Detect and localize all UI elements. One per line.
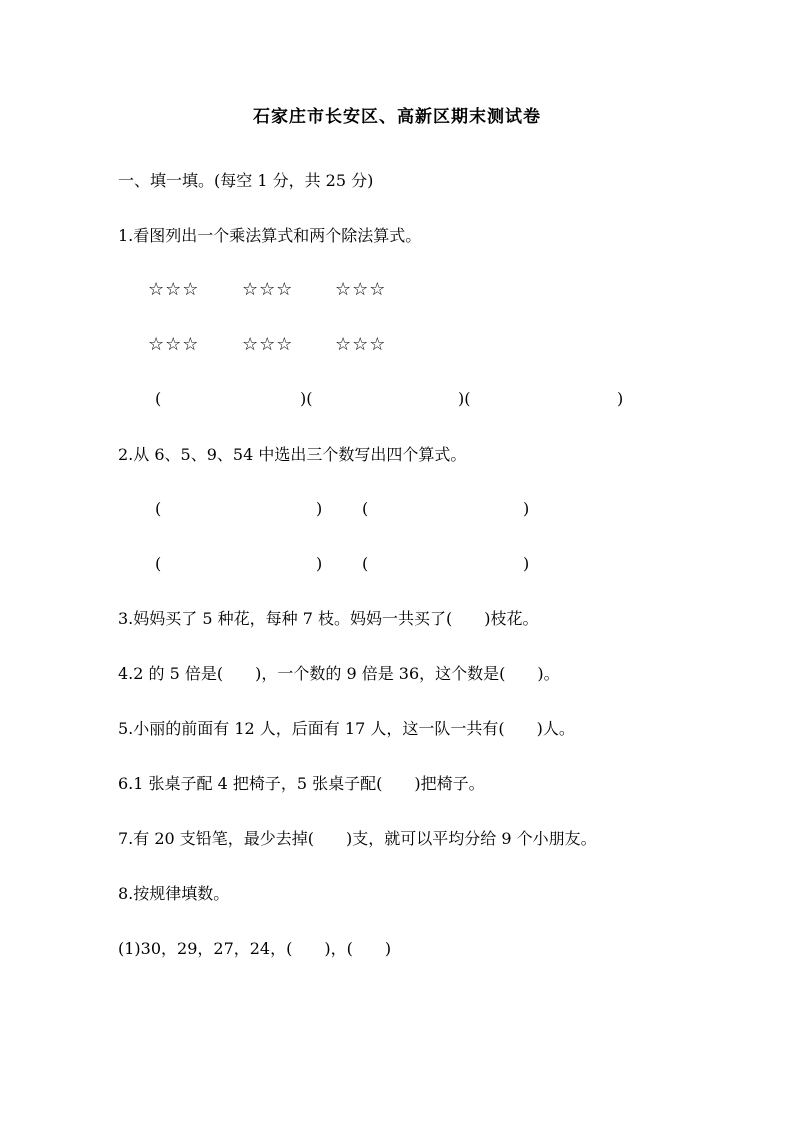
paren-close: ) [316, 554, 323, 573]
question-4: 4.2 的 5 倍是( )，一个数的 9 倍是 36，这个数是( )。 [118, 664, 560, 683]
paren-open: ( [362, 499, 369, 518]
paren-open: ( [155, 499, 162, 518]
section-heading: 一、填一填。(每空 1 分，共 25 分) [118, 171, 374, 190]
question-8: 8.按规律填数。 [118, 884, 230, 903]
star-group: ☆☆☆ [148, 279, 200, 300]
paren-pair: )( [300, 389, 313, 408]
star-group: ☆☆☆ [242, 279, 294, 300]
page-title: 石家庄市长安区、高新区期末测试卷 [253, 107, 541, 127]
paren-open: ( [155, 389, 162, 408]
star-group: ☆☆☆ [335, 279, 387, 300]
question-6: 6.1 张桌子配 4 把椅子，5 张桌子配( )把椅子。 [118, 774, 485, 793]
question-2: 2.从 6、5、9、54 中选出三个数写出四个算式。 [118, 445, 467, 464]
paren-open: ( [362, 554, 369, 573]
paren-close: ) [523, 554, 530, 573]
question-3: 3.妈妈买了 5 种花，每种 7 枝。妈妈一共买了( )枝花。 [118, 609, 539, 628]
paren-close: ) [617, 389, 624, 408]
star-group: ☆☆☆ [335, 334, 387, 355]
paren-open: ( [155, 554, 162, 573]
paren-close: ) [316, 499, 323, 518]
paren-close: ) [523, 499, 530, 518]
question-7: 7.有 20 支铅笔，最少去掉( )支，就可以平均分给 9 个小朋友。 [118, 829, 597, 848]
paren-pair: )( [458, 389, 471, 408]
question-8-sub-1: (1)30，29，27，24，( )，( ) [118, 939, 392, 958]
star-group: ☆☆☆ [242, 334, 294, 355]
star-group: ☆☆☆ [148, 334, 200, 355]
question-1: 1.看图列出一个乘法算式和两个除法算式。 [118, 226, 422, 245]
question-5: 5.小丽的前面有 12 人，后面有 17 人，这一队一共有( )人。 [118, 719, 575, 738]
